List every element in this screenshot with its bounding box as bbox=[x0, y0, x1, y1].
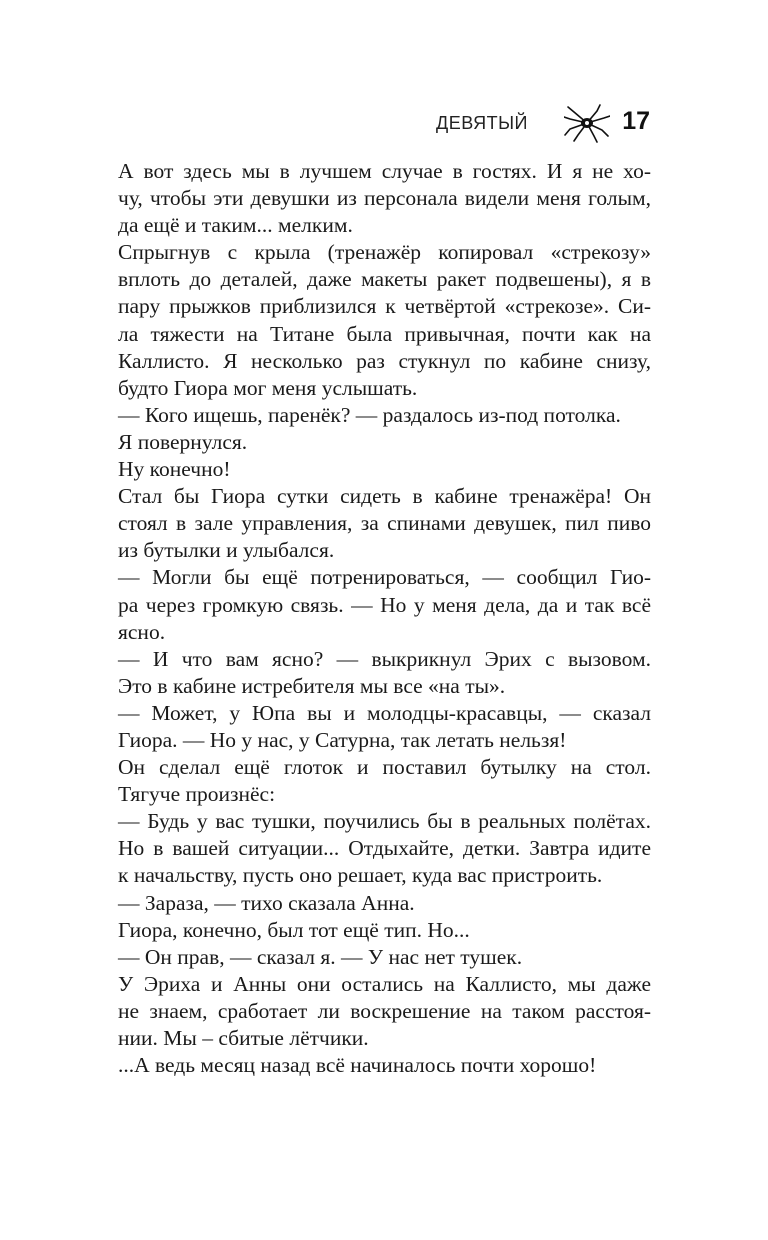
paragraph bbox=[118, 971, 651, 1052]
text-line: Это в кабине истребителя мы все «на ты». bbox=[118, 673, 506, 698]
page-number: 17 bbox=[622, 107, 650, 135]
paragraph bbox=[118, 890, 651, 917]
paragraph bbox=[118, 808, 651, 889]
text-line: к начальству, пусть оно решает, куда вас пристроить. bbox=[118, 863, 603, 888]
paragraph bbox=[118, 402, 651, 429]
text-line: стоял в зале управления, за спинами девушек, пил пиво bbox=[118, 511, 651, 536]
text-line: ла тяжести на Титане была привычная, почти как на bbox=[118, 321, 651, 346]
text-line: нии. Мы – сбитые лётчики. bbox=[118, 1026, 369, 1050]
text-line: из бутылки и улыбался. bbox=[118, 538, 335, 563]
text-line: не знаем, сработает ли воскрешение на таком расстоя- bbox=[118, 998, 651, 1023]
text-line: ясно. bbox=[118, 619, 166, 644]
paragraph bbox=[118, 429, 651, 456]
text-line: Но в вашей ситуации... Отдыхайте, детки. Завтра идите bbox=[118, 836, 651, 861]
text-line: чу, чтобы эти девушки из персонала видели меня голым, bbox=[118, 186, 651, 211]
text-line: Каллисто. Я несколько раз стукнул по кабине снизу, bbox=[118, 348, 651, 373]
text-line: — Кого ищешь, паренёк? — раздалось из-под потолка. bbox=[118, 402, 621, 427]
text-line: пару прыжков приблизился к четвёртой «стрекозе». Си- bbox=[118, 294, 651, 319]
text-line: вплоть до деталей, даже макеты ракет подвешены), я в bbox=[118, 267, 651, 292]
text-line: будто Гиора мог меня услышать. bbox=[118, 375, 418, 400]
text-line: А вот здесь мы в лучшем случае в гостях. И я не хо- bbox=[118, 159, 651, 183]
text-line: — Он прав, — сказал я. — У нас нет тушек. bbox=[118, 944, 523, 969]
text-line: Гиора. — Но у нас, у Сатурна, так летать нельзя! bbox=[118, 727, 567, 752]
text-line: Тягуче произнёс: bbox=[118, 782, 276, 807]
text-line: ...А ведь месяц назад всё начиналось почти хорошо! bbox=[118, 1053, 597, 1078]
paragraph bbox=[118, 700, 651, 754]
paragraph bbox=[118, 239, 651, 402]
text-line: Ну конечно! bbox=[118, 457, 231, 482]
paragraph bbox=[118, 483, 651, 564]
text-line: Я повернулся. bbox=[118, 429, 248, 454]
paragraph bbox=[118, 564, 651, 645]
text-line: ра через громкую связь. — Но у меня дела, да и так всё bbox=[118, 592, 651, 617]
text-line: — И что вам ясно? — выкрикнул Эрих с вызовом. bbox=[118, 646, 651, 671]
text-line: — Будь у вас тушки, поучились бы в реальных полётах. bbox=[118, 809, 651, 834]
body-text bbox=[118, 158, 651, 1079]
text-line: да ещё и таким... мелким. bbox=[118, 213, 353, 238]
paragraph bbox=[118, 754, 651, 808]
text-line: — Может, у Юпа вы и молодцы-красавцы, — сказал bbox=[118, 700, 651, 725]
running-title: ДЕВЯТЫЙ bbox=[436, 113, 528, 133]
paragraph bbox=[118, 158, 651, 239]
text-line: — Могли бы ещё потренироваться, — сообщил Гио- bbox=[118, 565, 651, 590]
paragraph bbox=[118, 456, 651, 483]
text-line: Гиора, конечно, был тот ещё тип. Но... bbox=[118, 917, 470, 942]
text-line: — Зараза, — тихо сказала Анна. bbox=[118, 890, 415, 915]
text-line: Спрыгнув с крыла (тренажёр копировал «стрекозу» bbox=[118, 240, 651, 265]
text-line: У Эриха и Анны они остались на Каллисто, мы даже bbox=[118, 971, 651, 996]
text-line: Стал бы Гиора сутки сидеть в кабине тренажёра! Он bbox=[118, 484, 651, 509]
paragraph bbox=[118, 917, 651, 944]
running-header bbox=[0, 103, 650, 143]
text-line: Он сделал ещё глоток и поставил бутылку на стол. bbox=[118, 755, 651, 780]
paragraph bbox=[118, 646, 651, 700]
paragraph bbox=[118, 1052, 651, 1079]
spider-emblem-icon bbox=[564, 103, 610, 143]
paragraph bbox=[118, 944, 651, 971]
